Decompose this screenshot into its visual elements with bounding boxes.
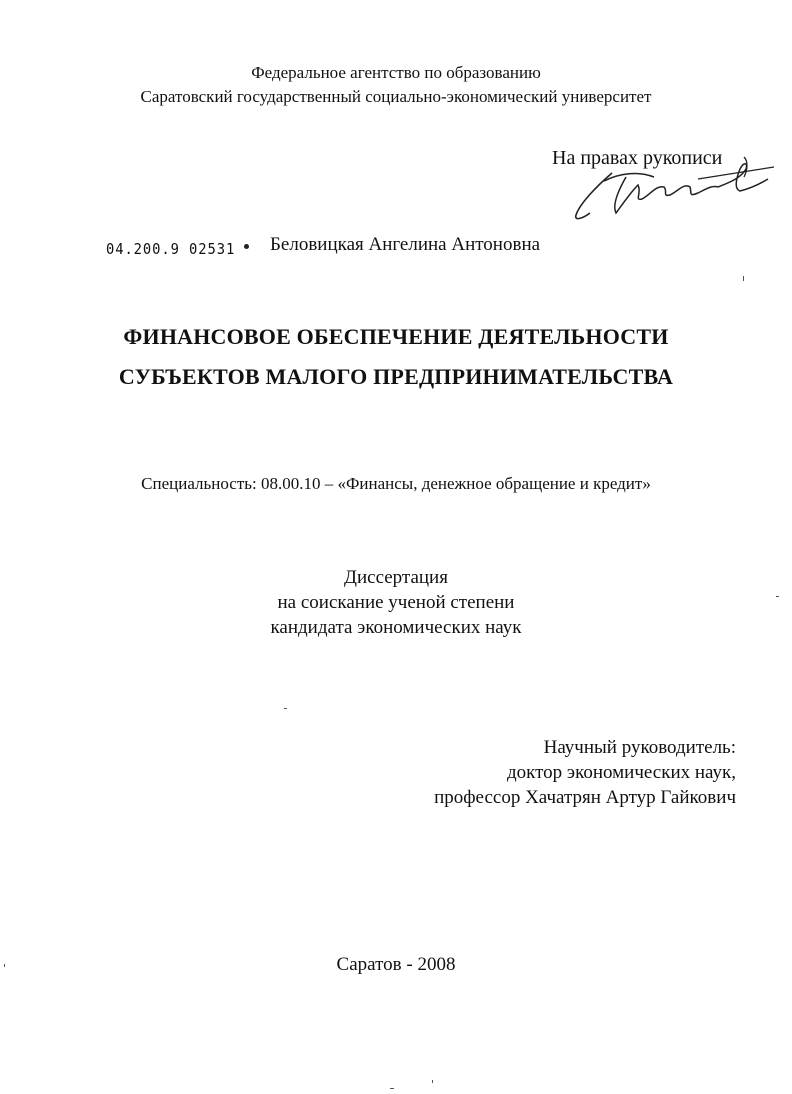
degree-field: кандидата экономических наук	[270, 617, 522, 638]
university-name: Саратовский государственный социально-экономический университет	[140, 87, 652, 106]
agency-name: Федеральное агентство по образованию	[251, 63, 541, 82]
scan-speck	[4, 964, 5, 967]
title-line-2: СУБЪЕКТОВ МАЛОГО ПРЕДПРИНИМАТЕЛЬСТВА	[118, 364, 674, 389]
author-name: Беловицкая Ангелина Антоновна	[270, 234, 541, 255]
title-line-1: ФИНАНСОВОЕ ОБЕСПЕЧЕНИЕ ДЕЯТЕЛЬНОСТИ	[123, 324, 669, 349]
scan-speck	[776, 596, 779, 597]
handwritten-signature	[568, 155, 778, 227]
supervisor-degree: доктор экономических наук,	[506, 762, 736, 783]
scan-speck	[390, 1088, 394, 1089]
scan-speck	[432, 1080, 433, 1083]
manuscript-note: На правах рукописи	[552, 147, 723, 169]
dissertation-label: Диссертация	[344, 567, 448, 588]
scan-speck	[284, 708, 287, 709]
supervisor-name: профессор Хачатрян Артур Гайкович	[434, 787, 736, 808]
supervisor-label: Научный руководитель:	[543, 737, 736, 758]
specialty: Специальность: 08.00.10 – «Финансы, денежное обращение и кредит»	[141, 474, 651, 493]
catalog-number: 04.200.9 02531	[106, 240, 236, 258]
bullet-mark	[244, 244, 249, 249]
scan-speck	[743, 276, 744, 281]
degree-line: на соискание ученой степени	[277, 592, 515, 613]
city-year: Саратов - 2008	[336, 954, 456, 975]
